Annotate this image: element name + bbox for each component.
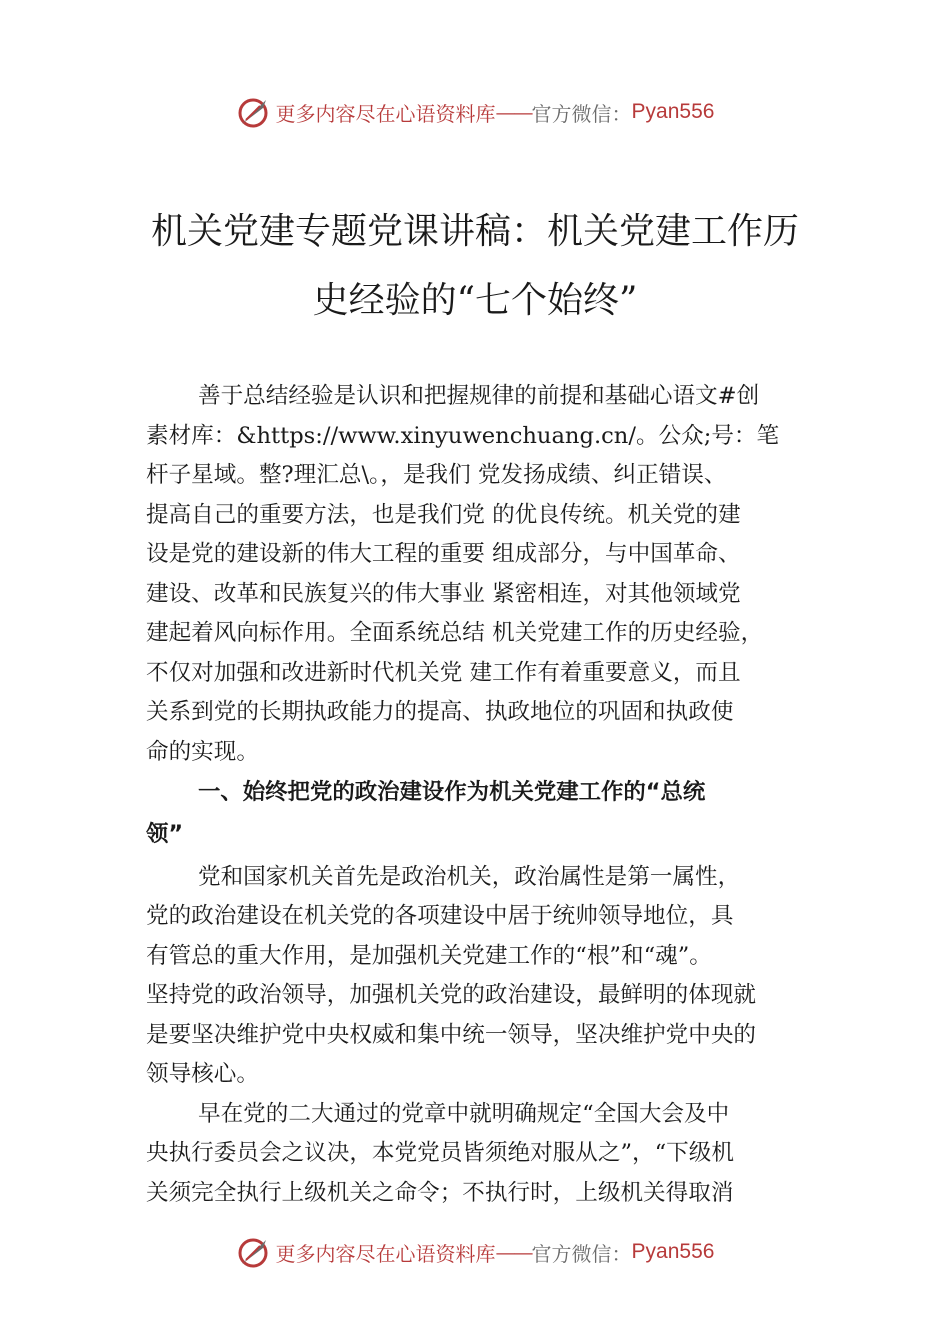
body-line: 是要坚决维护党中央权威和集中统一领导，坚决维护党中央的: [146, 1022, 757, 1048]
footer-account-id: Pyan556: [631, 1240, 715, 1263]
body-line: 设是党的建设新的伟大工程的重要 组成部分，与中国革命、: [146, 541, 741, 567]
body-line: 领导核心。: [146, 1061, 259, 1087]
document-title-line-1: 机关党建专题党课讲稿：机关党建工作历: [150, 211, 799, 252]
body-line: 建起着风向标作用。全面系统总结 机关党建工作的历史经验，: [146, 620, 764, 646]
body-line: 党和国家机关首先是政治机关，政治属性是第一属性，: [198, 864, 741, 890]
header-account-id: Pyan556: [631, 100, 715, 123]
body-line: 关系到党的长期执政能力的提高、执政地位的巩固和执政使: [146, 699, 734, 725]
quill-logo-icon: [236, 1234, 272, 1270]
footer-promo-text: 更多内容尽在心语资料库: [275, 1241, 496, 1266]
body-line: 早在党的二大通过的党章中就明确规定“全国大会及中: [198, 1101, 730, 1127]
header-banner: [0, 92, 950, 132]
footer-banner: [0, 1232, 950, 1272]
header-separator: ——: [495, 100, 532, 124]
body-line: 坚持党的政治领导，加强机关党的政治建设，最鲜明的体现就: [146, 982, 757, 1008]
quill-logo-icon: [236, 94, 272, 130]
body-line: 关须完全执行上级机关之命令；不执行时，上级机关得取消: [146, 1180, 734, 1206]
body-line: 提高自己的重要方法，也是我们党 的优良传统。机关党的建: [146, 502, 741, 528]
body-line: 杆子星域。整?理汇总\。，是我们 党发扬成绩、纠正错误、: [146, 462, 727, 488]
body-line: 有管总的重大作用，是加强机关党建工作的“根”和“魂”。: [146, 943, 712, 969]
body-line: 素材库：&https://www.xinyuwenchuang.cn/。公众;号：笔: [146, 423, 780, 449]
body-line: 央执行委员会之议决，本党党员皆须绝对服从之”，“下级机: [146, 1140, 734, 1166]
section-heading-line-1: 一、始终把党的政治建设作为机关党建工作的“总统: [198, 779, 706, 805]
footer-separator: ——: [495, 1240, 532, 1264]
section-heading-line-2: 领”: [146, 821, 184, 847]
footer-wechat-label: 官方微信：: [531, 1241, 632, 1266]
body-line: 善于总结经验是认识和把握规律的前提和基础心语文#创: [198, 383, 760, 409]
body-line: 不仅对加强和改进新时代机关党 建工作有着重要意义，而且: [146, 660, 741, 686]
header-promo-text: 更多内容尽在心语资料库: [275, 101, 496, 126]
body-line: 党的政治建设在机关党的各项建设中居于统帅领导地位，具: [146, 903, 734, 929]
header-wechat-label: 官方微信：: [531, 101, 632, 126]
body-line: 命的实现。: [146, 739, 259, 765]
body-line: 建设、改革和民族复兴的伟大事业 紧密相连，对其他领域党: [146, 581, 741, 607]
document-title-line-2: 史经验的“七个始终”: [312, 280, 638, 321]
